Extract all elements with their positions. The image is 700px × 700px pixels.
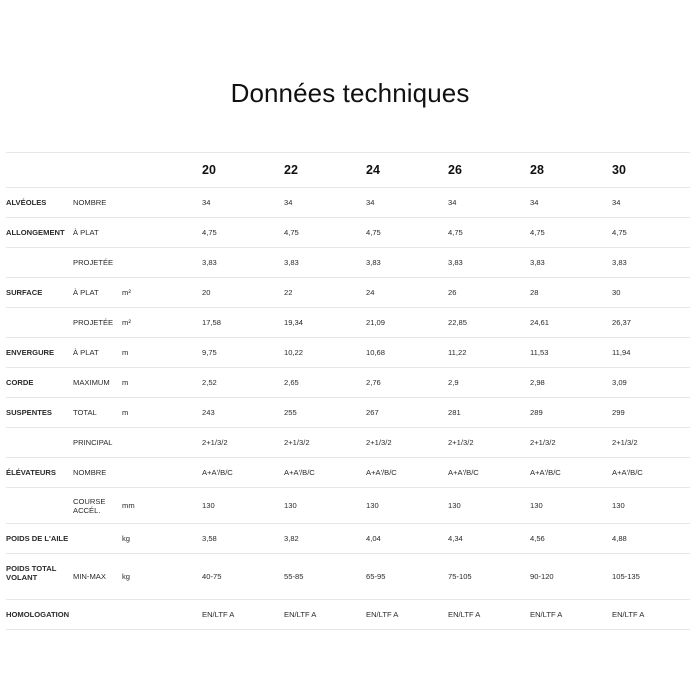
table-cell: 2,76 [366,368,448,398]
table-row [6,524,690,554]
table-cell: 2,52 [202,368,284,398]
table-cell: 3,83 [284,248,366,278]
row-category [6,248,73,278]
table-cell: 4,75 [366,218,448,248]
table-row [6,600,690,630]
table-cell: 24 [366,278,448,308]
row-unit: m [122,338,202,368]
table-cell: 2,98 [530,368,612,398]
table-cell: 10,68 [366,338,448,368]
table-cell: 11,94 [612,338,690,368]
row-category: ALVÉOLES [6,188,73,218]
spec-rows [6,188,690,630]
table-cell: 34 [284,188,366,218]
row-subcategory: À PLAT [73,218,122,248]
table-cell: 75-105 [448,554,530,600]
table-row [6,554,690,600]
table-cell: 2+1/3/2 [530,428,612,458]
row-category: HOMOLOGATION [6,600,73,630]
table-cell: 4,88 [612,524,690,554]
table-cell: 4,34 [448,524,530,554]
table-row [6,338,690,368]
table-cell: 40-75 [202,554,284,600]
row-category: CORDE [6,368,73,398]
table-cell: 22 [284,278,366,308]
table-cell: 34 [612,188,690,218]
table-cell: EN/LTF A [448,600,530,630]
size-column-header: 20 [202,153,284,188]
row-category: ENVERGURE [6,338,73,368]
page-title: Données techniques [230,78,470,108]
row-subcategory: À PLAT [73,278,122,308]
row-subcategory [73,600,122,630]
table-row [6,488,690,524]
row-subcategory: COURSE ACCÉL. [73,488,122,524]
table-cell: 130 [366,488,448,524]
table-cell: 105-135 [612,554,690,600]
table-cell: 289 [530,398,612,428]
table-cell: EN/LTF A [530,600,612,630]
table-cell: 19,34 [284,308,366,338]
row-subcategory: MAXIMUM [73,368,122,398]
table-cell: 2+1/3/2 [448,428,530,458]
table-row [6,218,690,248]
size-column-header: 30 [612,153,690,188]
row-subcategory: NOMBRE [73,188,122,218]
table-cell: 281 [448,398,530,428]
header-spacer [73,153,122,188]
row-unit: m [122,398,202,428]
table-cell: 255 [284,398,366,428]
row-category: ALLONGEMENT [6,218,73,248]
table-cell: 20 [202,278,284,308]
table-cell: 130 [202,488,284,524]
row-subcategory: À PLAT [73,338,122,368]
table-cell: 2+1/3/2 [284,428,366,458]
table-cell: 4,75 [202,218,284,248]
row-unit [122,600,202,630]
row-unit: mm [122,488,202,524]
row-unit [122,218,202,248]
size-column-header: 24 [366,153,448,188]
table-cell: 26 [448,278,530,308]
table-cell: 130 [612,488,690,524]
table-cell: 10,22 [284,338,366,368]
table-cell: 3,83 [530,248,612,278]
table-cell: 3,58 [202,524,284,554]
table-cell: 130 [448,488,530,524]
row-unit [122,428,202,458]
row-category [6,488,73,524]
row-subcategory: MIN-MAX [73,554,122,600]
row-category: POIDS DE L'AILE [6,524,73,554]
table-cell: 2+1/3/2 [202,428,284,458]
table-cell: 267 [366,398,448,428]
table-cell: 65-95 [366,554,448,600]
table-cell: EN/LTF A [612,600,690,630]
table-cell: 22,85 [448,308,530,338]
table-cell: 4,75 [284,218,366,248]
row-subcategory [73,524,122,554]
table-cell: 3,09 [612,368,690,398]
table-cell: 34 [530,188,612,218]
row-unit [122,458,202,488]
table-cell: 299 [612,398,690,428]
table-cell: 11,22 [448,338,530,368]
table-cell: EN/LTF A [284,600,366,630]
row-category: SURFACE [6,278,73,308]
table-cell: 55-85 [284,554,366,600]
table-cell: 3,83 [366,248,448,278]
table-row [6,368,690,398]
table-row [6,248,690,278]
table-cell: 2+1/3/2 [612,428,690,458]
table-cell: 17,58 [202,308,284,338]
table-cell: 4,75 [612,218,690,248]
table-cell: 90-120 [530,554,612,600]
table-row [6,308,690,338]
table-cell: 2,9 [448,368,530,398]
row-category: SUSPENTES [6,398,73,428]
row-subcategory: PROJETÉE [73,248,122,278]
size-column-header: 28 [530,153,612,188]
size-header-row [6,153,690,188]
table-cell: 9,75 [202,338,284,368]
row-subcategory: NOMBRE [73,458,122,488]
table-cell: 2+1/3/2 [366,428,448,458]
table-cell: 34 [366,188,448,218]
row-subcategory: PRINCIPAL [73,428,122,458]
row-unit: m² [122,278,202,308]
table-cell: 130 [284,488,366,524]
table-row [6,278,690,308]
table-cell: EN/LTF A [366,600,448,630]
table-cell: 243 [202,398,284,428]
table-cell: 4,75 [530,218,612,248]
specifications-table [6,152,690,630]
table-cell: 4,04 [366,524,448,554]
table-cell: A+A'/B/C [366,458,448,488]
table-cell: 3,83 [448,248,530,278]
table-cell: 4,56 [530,524,612,554]
table-cell: 3,82 [284,524,366,554]
table-cell: 28 [530,278,612,308]
table-row [6,398,690,428]
table-cell: A+A'/B/C [284,458,366,488]
row-subcategory: PROJETÉE [73,308,122,338]
table-cell: 21,09 [366,308,448,338]
table-cell: A+A'/B/C [448,458,530,488]
header-spacer [6,153,73,188]
table-cell: 2,65 [284,368,366,398]
size-column-header: 22 [284,153,366,188]
table-cell: A+A'/B/C [612,458,690,488]
row-category: POIDS TOTAL VOLANT [6,554,73,600]
table-cell: 34 [202,188,284,218]
row-unit [122,248,202,278]
table-cell: A+A'/B/C [202,458,284,488]
table-cell: 34 [448,188,530,218]
row-unit: m [122,368,202,398]
table-cell: EN/LTF A [202,600,284,630]
row-category [6,428,73,458]
table-row [6,458,690,488]
table-cell: 3,83 [202,248,284,278]
row-category [6,308,73,338]
row-subcategory: TOTAL [73,398,122,428]
table-cell: 30 [612,278,690,308]
row-category: ÉLÉVATEURS [6,458,73,488]
table-cell: 3,83 [612,248,690,278]
header-spacer [122,153,202,188]
table-cell: 4,75 [448,218,530,248]
table-cell: A+A'/B/C [530,458,612,488]
row-unit: kg [122,554,202,600]
row-unit: m² [122,308,202,338]
row-unit: kg [122,524,202,554]
size-column-header: 26 [448,153,530,188]
table-cell: 24,61 [530,308,612,338]
table-row [6,188,690,218]
table-cell: 11,53 [530,338,612,368]
table-row [6,428,690,458]
table-cell: 26,37 [612,308,690,338]
table-cell: 130 [530,488,612,524]
row-unit [122,188,202,218]
